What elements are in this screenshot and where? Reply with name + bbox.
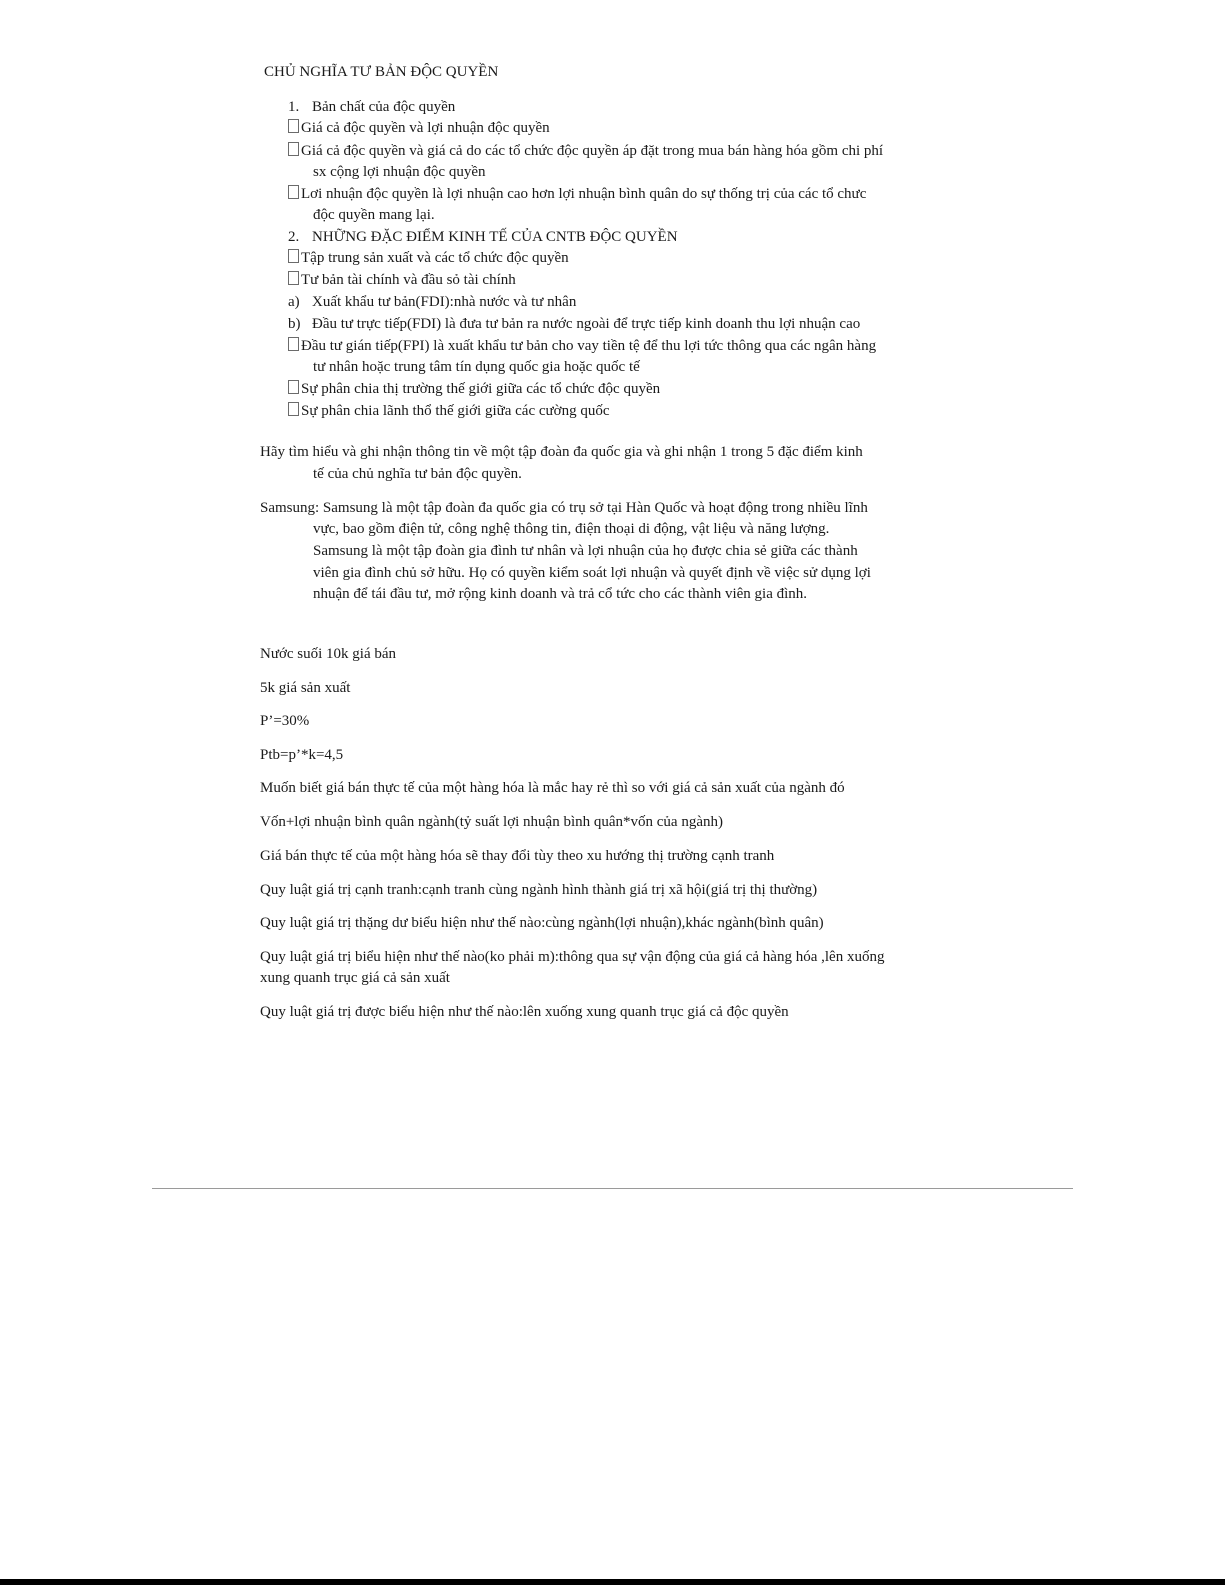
list-item-text: Tư bản tài chính và đầu sỏ tài chính	[301, 272, 516, 288]
list-item	[288, 379, 660, 399]
note-line: Quy luật giá trị thặng dư biểu hiện như thế nào:cùng ngành(lợi nhuận),khác ngành(bình quân)	[260, 915, 824, 931]
bullet-box-icon	[288, 402, 299, 416]
section-2-heading	[288, 227, 678, 247]
list-item	[288, 401, 610, 421]
bullet-box-icon	[288, 380, 299, 394]
list-item-continuation: độc quyền mang lại.	[313, 207, 435, 223]
list-item-b	[288, 314, 860, 334]
note-line: Muốn biết giá bán thực tế của một hàng hóa là mắc hay rẻ thì so với giá cả sản xuất của ngành đó	[260, 780, 845, 796]
samsung-line-4: viên gia đình chủ sở hữu. Họ có quyền kiểm soát lợi nhuận và quyết định về việc sử dụng lợi	[313, 565, 871, 581]
note-line: Quy luật giá trị biểu hiện như thế nào(ko phải m):thông qua sự vận động của giá cả hàng hóa ,lên xuống	[260, 949, 885, 965]
list-item-text: Tập trung sản xuất và các tổ chức độc quyền	[301, 250, 569, 266]
bullet-box-icon	[288, 142, 299, 156]
note-line: 5k giá sản xuất	[260, 680, 351, 696]
bullet-box-icon	[288, 337, 299, 351]
bullet-box-icon	[288, 249, 299, 263]
page-divider	[152, 1188, 1073, 1189]
bullet-box-icon	[288, 119, 299, 133]
bottom-edge-bar	[0, 1579, 1225, 1585]
note-line: Ptb=p’*k=4,5	[260, 747, 344, 763]
list-label: b)	[288, 316, 301, 332]
section-1-heading	[288, 97, 455, 117]
list-item	[288, 118, 550, 138]
section-1-number: 1.	[288, 99, 300, 115]
list-item-a	[288, 292, 576, 312]
samsung-line-3: Samsung là một tập đoàn gia đình tư nhân và lợi nhuận của họ được chia sẻ giữa các thành	[313, 543, 858, 559]
note-line: Giá bán thực tế của một hàng hóa sẽ thay đổi tùy theo xu hướng thị trường cạnh tranh	[260, 848, 775, 864]
samsung-line-2: vực, bao gồm điện tử, công nghệ thông tin, điện thoại di động, vật liệu và năng lượng.	[313, 521, 830, 537]
list-label: a)	[288, 294, 300, 310]
note-line: P’=30%	[260, 713, 310, 729]
section-2-heading-text: NHỮNG ĐẶC ĐIỂM KINH TẾ CỦA CNTB ĐỘC QUYỀN	[312, 229, 678, 245]
note-line-continuation: xung quanh trục giá cả sản xuất	[260, 970, 450, 986]
bullet-box-icon	[288, 271, 299, 285]
list-item-text: Sự phân chia thị trường thế giới giữa các tổ chức độc quyền	[301, 381, 661, 397]
note-line: Quy luật giá trị cạnh tranh:cạnh tranh cùng ngành hình thành giá trị xã hội(giá trị thị thường)	[260, 882, 818, 898]
list-item-text: Giá cả độc quyền và giá cả do các tổ chức độc quyền áp đặt trong mua bán hàng hóa gồm chi phí	[301, 143, 884, 159]
section-1-heading-text: Bản chất của độc quyền	[312, 99, 456, 115]
list-item-text: Đầu tư trực tiếp(FDI) là đưa tư bản ra nước ngoài để trực tiếp kinh doanh thu lợi nhuận cao	[312, 316, 861, 332]
note-line: Nước suối 10k giá bán	[260, 646, 397, 662]
list-item	[288, 248, 569, 268]
bullet-box-icon	[288, 185, 299, 199]
document-title: CHỦ NGHĨA TƯ BẢN ĐỘC QUYỀN	[264, 64, 499, 80]
list-item-continuation: sx cộng lợi nhuận độc quyền	[313, 164, 486, 180]
samsung-line-5: nhuận để tái đầu tư, mở rộng kinh doanh và trả cổ tức cho các thành viên gia đình.	[313, 586, 808, 602]
list-item	[288, 270, 516, 290]
task-line-2: tế của chủ nghĩa tư bản độc quyền.	[313, 466, 522, 482]
list-item-text: Giá cả độc quyền và lợi nhuận độc quyền	[301, 120, 550, 136]
note-line: Vốn+lợi nhuận bình quân ngành(tỷ suất lợi nhuận bình quân*vốn của ngành)	[260, 814, 723, 830]
list-item-text: Sự phân chia lãnh thổ thế giới giữa các cường quốc	[301, 403, 610, 419]
list-item-text: Lơi nhuận độc quyền là lợi nhuận cao hơn lợi nhuận bình quân do sự thống trị của các tổ chưc	[301, 186, 867, 202]
list-item	[288, 141, 883, 161]
list-item-continuation: tư nhân hoặc trung tâm tín dụng quốc gia hoặc quốc tế	[313, 359, 640, 375]
samsung-line-1: Samsung: Samsung là một tập đoàn đa quốc gia có trụ sở tại Hàn Quốc và hoạt động trong nhiều lĩnh	[260, 500, 868, 516]
task-line-1: Hãy tìm hiểu và ghi nhận thông tin về một tập đoàn đa quốc gia và ghi nhận 1 trong 5 đặc điểm kinh	[260, 444, 863, 460]
list-item-text: Xuất khẩu tư bản(FDI):nhà nước và tư nhân	[312, 294, 577, 310]
list-item	[288, 184, 866, 204]
section-2-number: 2.	[288, 229, 300, 245]
note-line: Quy luật giá trị được biểu hiện như thế nào:lên xuống xung quanh trục giá cả độc quyền	[260, 1004, 789, 1020]
list-item	[288, 336, 876, 356]
list-item-text: Đầu tư gián tiếp(FPI) là xuất khẩu tư bản cho vay tiền tệ để thu lợi tức thông qua các ngân hàng	[301, 338, 877, 354]
